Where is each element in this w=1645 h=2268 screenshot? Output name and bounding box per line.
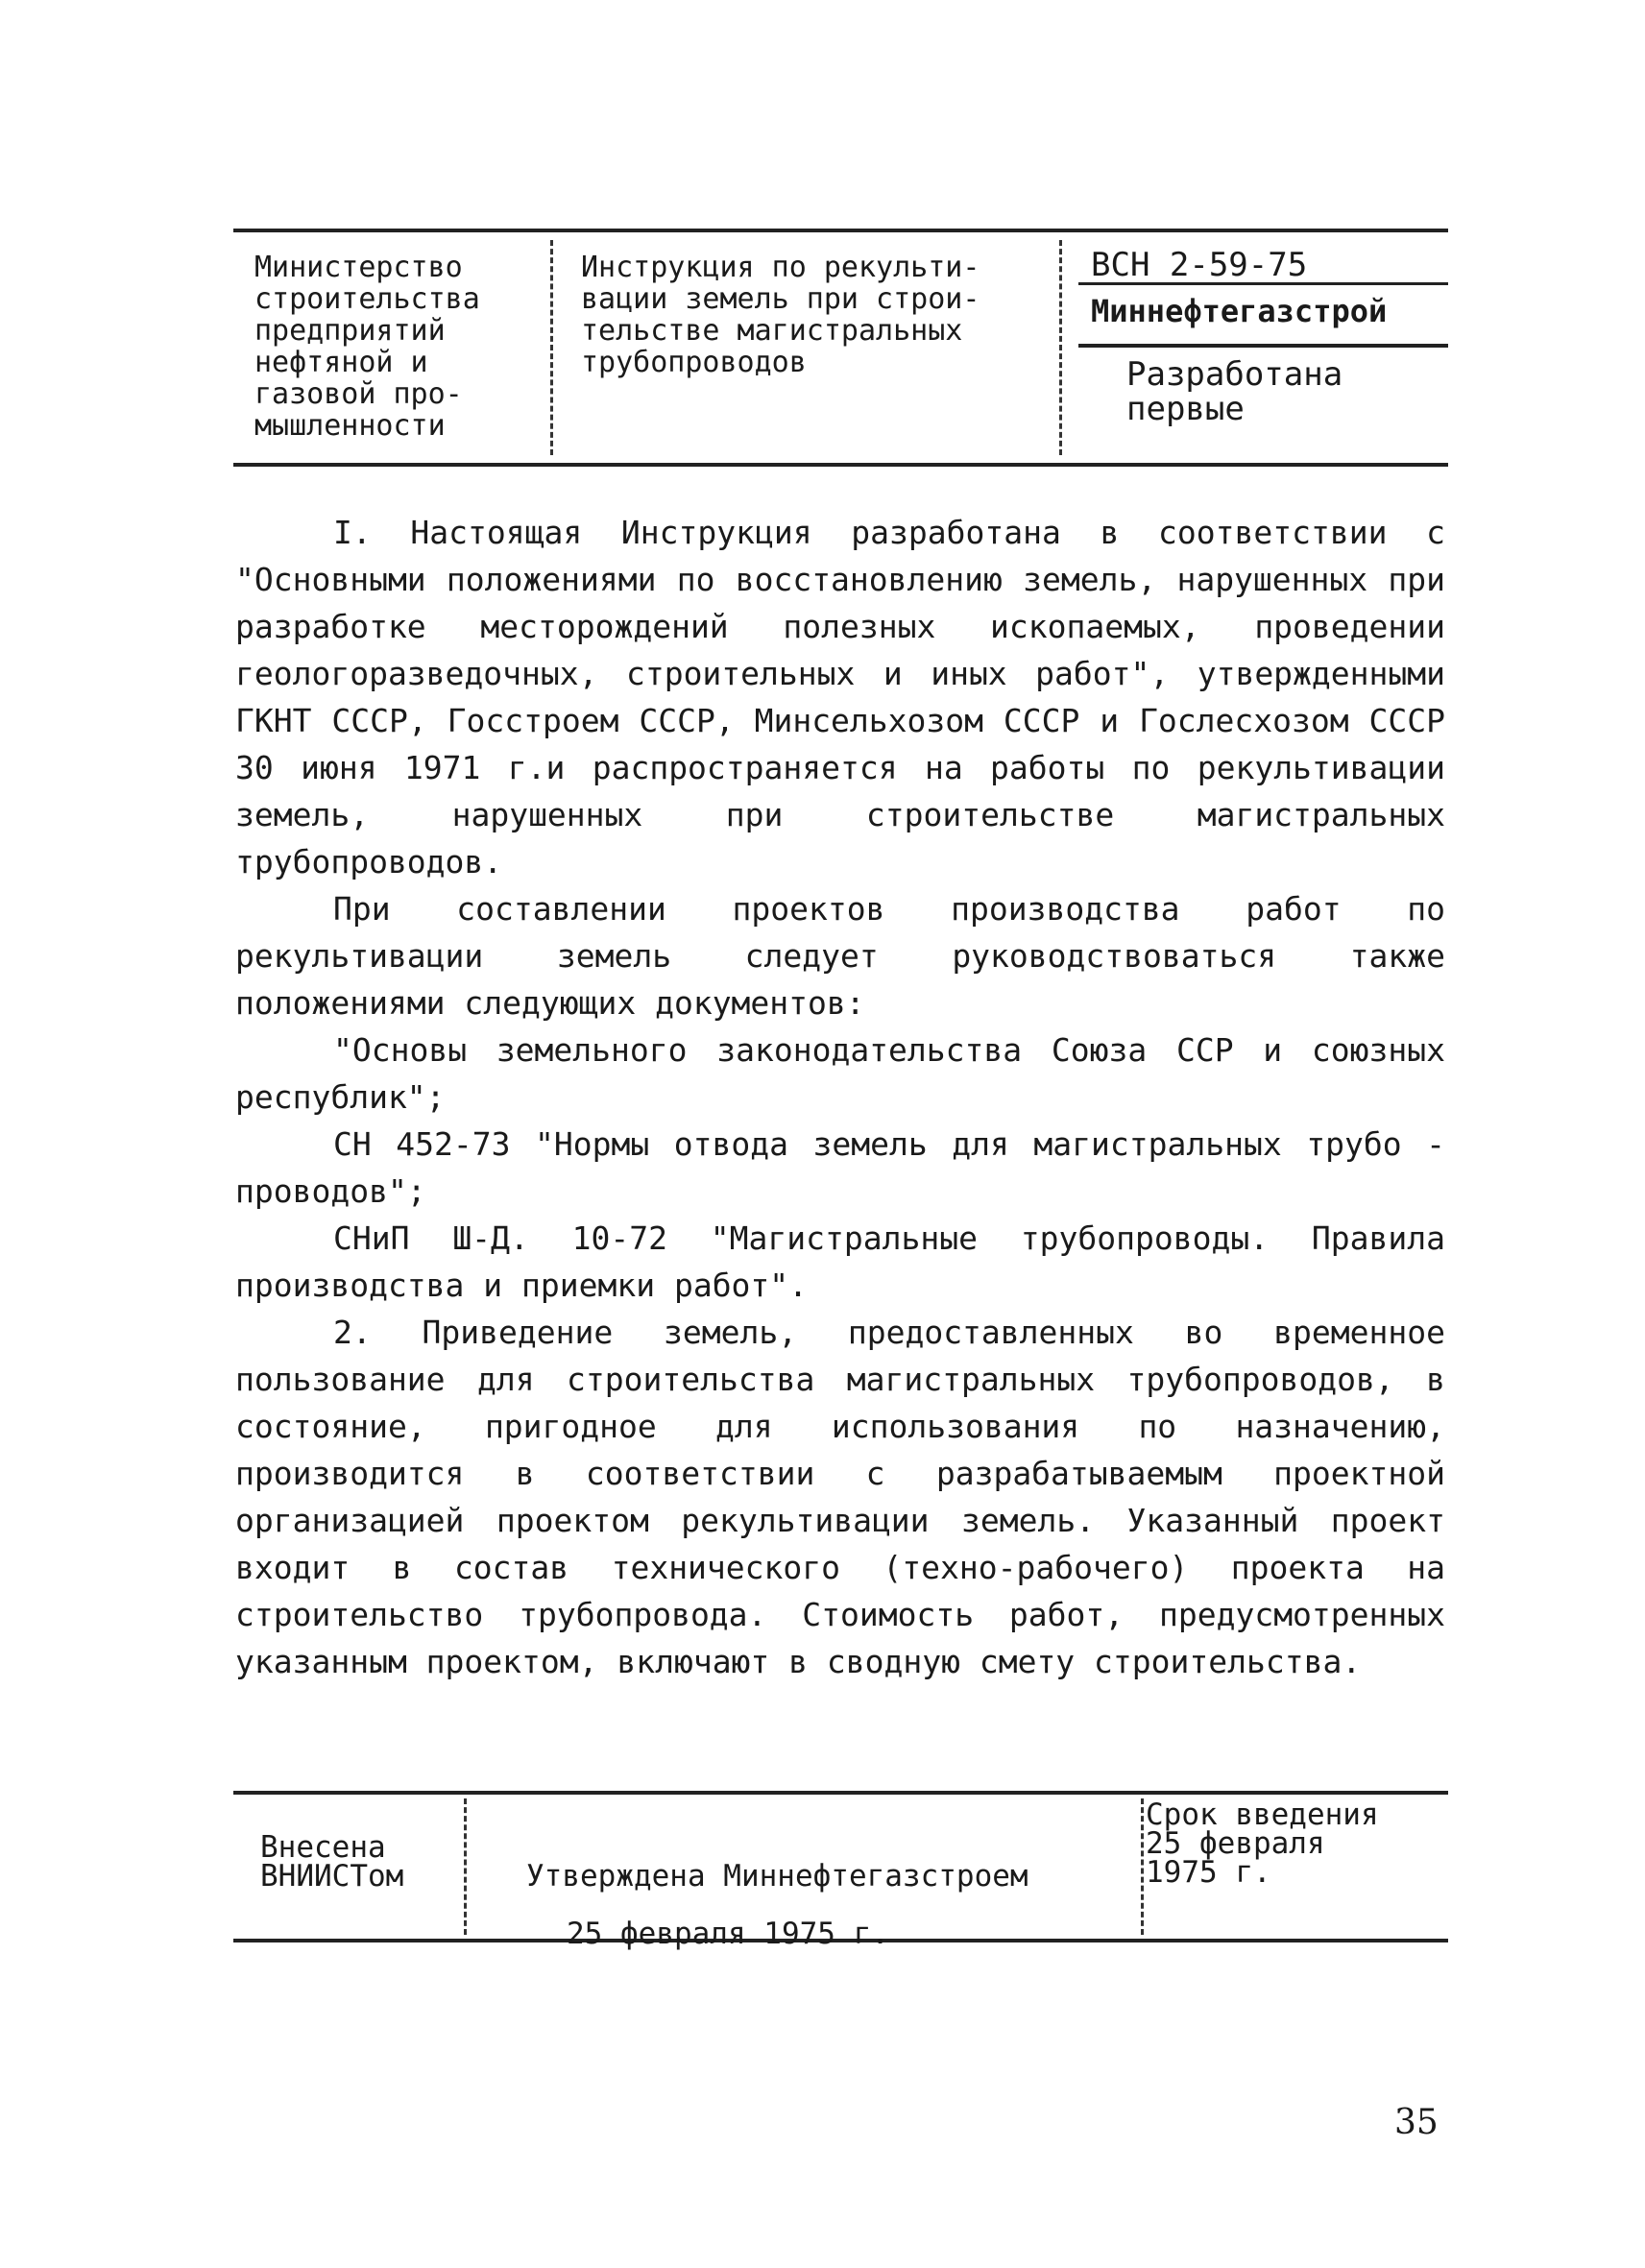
code-underline (1078, 282, 1448, 285)
development-status: Разработана первые (1126, 355, 1343, 428)
footer-block (233, 1791, 1448, 1951)
ministry-name: Министерство строительства предприятий нефтяной и газовой про- мышленности (254, 251, 480, 443)
instruction-body (235, 509, 1445, 1685)
document-title: Инструкция по рекульти- вации земель при строи- тельстве магистральных трубопроводов (581, 251, 980, 379)
header-divider (550, 240, 553, 455)
header-divider (1059, 240, 1062, 455)
organization-underline (1078, 344, 1448, 348)
page-number: 35 (1394, 2103, 1439, 2142)
document-reference: СНиП Ш-Д. 10-72 "Магистральные трубопроводы. Правила производства и приемки работ". (235, 1219, 1445, 1304)
paragraph: При составлении проектов производства работ по рекультивации земель следует руководствоваться также положениями следующих документов: (235, 890, 1445, 1022)
effective-date: Срок введения 25 февраля 1975 г. (1146, 1798, 1379, 1890)
approval-info (526, 1833, 1028, 1977)
document-reference: "Основы земельного законодательства Союза ССР и союзных республик"; (235, 1031, 1445, 1116)
footer-divider (464, 1798, 467, 1935)
introduced-by: Внесена ВНИИСТом (260, 1830, 404, 1894)
footer-divider (1141, 1798, 1144, 1935)
paragraph: I. Настоящая Инструкция разработана в соответствии с "Основными положениями по восстановлению земель, нарушенных при разработке месторождений полезных ископаемых, проведении геологоразведочных, строительных и иных работ", утвержденными ГКНТ СССР, Госстроем СССР, Минсельхозом СССР и Гослесхозом СССР 30 июня 1971 г.и распространяется на работы по рекультивации земель, нарушенных при строительстве магистральных трубопроводов. (235, 514, 1445, 881)
approval-date: 25 февраля 1975 г. (567, 1917, 889, 1951)
paragraph: 2. Приведение земель, предоставленных во временное пользование для строительства магистральных трубопроводов, в состояние, пригодное для использования по назначению, производится в соответствии с разрабатываемым проектной организацией проектом рекультивации земель. Указанный проект входит в состав технического (техно-рабочего) проекта на строительство трубопровода. Стоимость работ, предусмотренных указанным проектом, включают в сводную смету строительства. (235, 1314, 1445, 1680)
organization-name: Миннефтегазстрой (1091, 293, 1388, 329)
document-code: ВСН 2-59-75 (1091, 246, 1308, 284)
document-reference: СН 452-73 "Нормы отвода земель для магистральных трубо - проводов"; (235, 1125, 1445, 1210)
header-block (233, 229, 1448, 467)
approved-by: Утверждена Миннефтегазстроем (526, 1859, 1028, 1894)
